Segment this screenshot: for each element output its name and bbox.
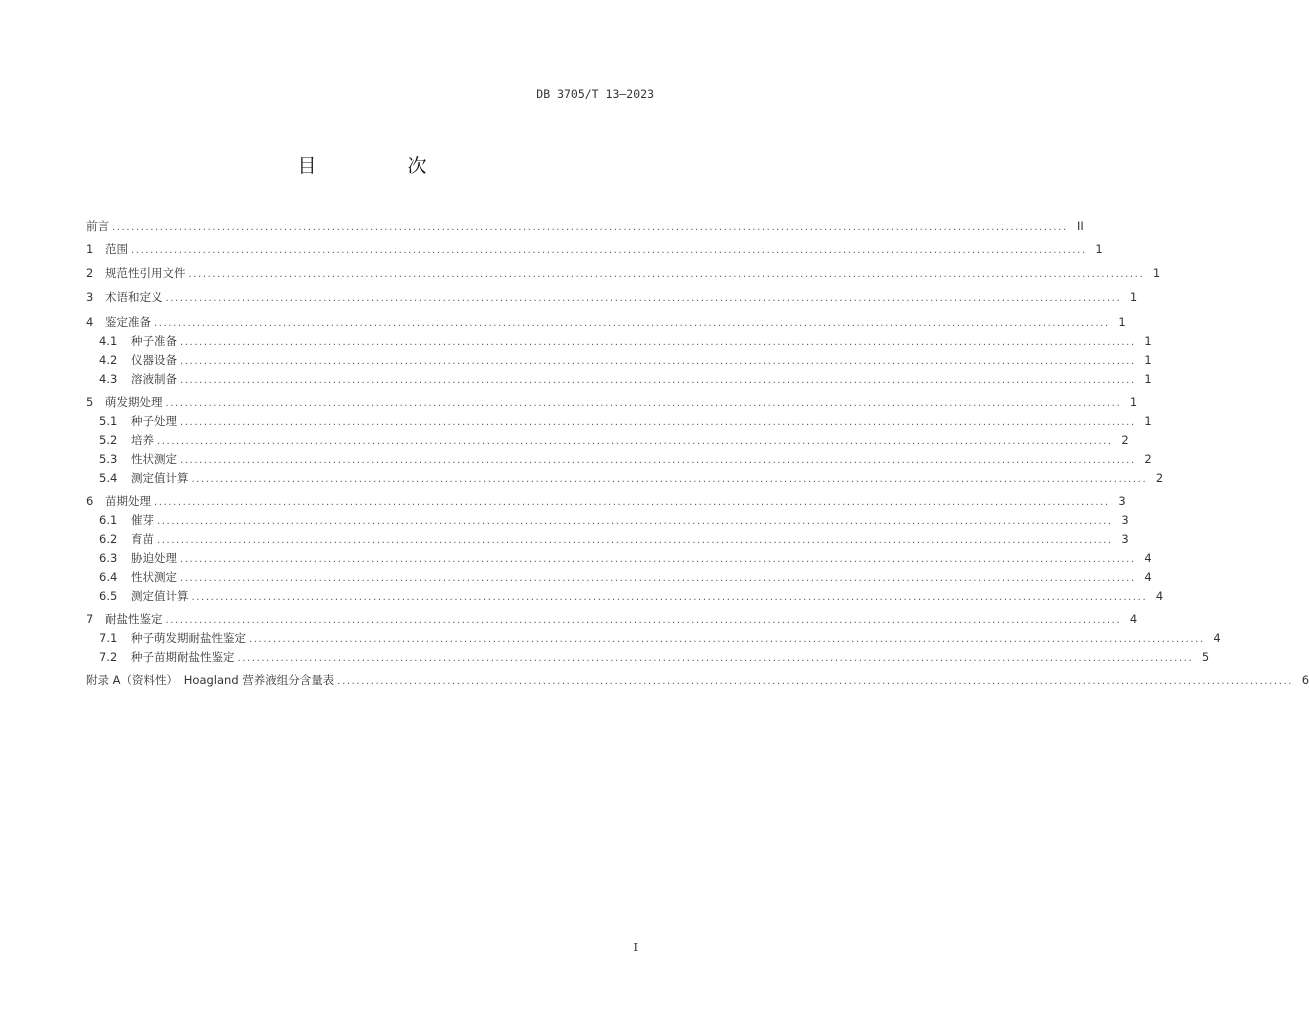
- toc-entry[interactable]: [99, 630, 1221, 646]
- toc-entry-page: 2: [1155, 471, 1164, 485]
- toc-entry-page: 1: [1129, 290, 1138, 304]
- toc-entry-label: 鉴定准备: [105, 315, 151, 329]
- toc-entry[interactable]: [99, 432, 1129, 448]
- toc-entry-label: 催芽: [131, 513, 154, 527]
- toc-entry[interactable]: [86, 493, 1126, 509]
- toc-entry[interactable]: [86, 314, 1126, 330]
- toc-entry-label: 种子准备: [131, 334, 177, 348]
- dot-leader: ........................................................................................................................................................................................................: [157, 516, 1113, 527]
- toc-entry[interactable]: [86, 672, 1309, 688]
- toc-entry-label: 附录 A（资料性） Hoagland 营养液组分含量表: [86, 673, 335, 687]
- toc-entry-number: 5.2: [99, 433, 118, 447]
- dot-leader: ........................................................................................................................................................................................................: [180, 573, 1136, 584]
- toc-entry-page: II: [1076, 219, 1084, 233]
- toc-entry-page: 2: [1144, 452, 1152, 466]
- dot-leader: ........................................................................................................................................................................................................: [180, 375, 1136, 386]
- toc-entry-label: 种子萌发期耐盐性鉴定: [131, 631, 246, 645]
- toc-entry-page: 1: [1144, 372, 1152, 386]
- toc-entry-page: 1: [1144, 334, 1152, 348]
- toc-entry-page: 3: [1118, 494, 1126, 508]
- toc-entry-page: 2: [1121, 433, 1129, 447]
- dot-leader: ........................................................................................................................................................................................................: [165, 615, 1122, 626]
- page-number: I: [633, 940, 638, 954]
- toc-entry-number: 6: [86, 494, 94, 508]
- toc-entry-number: 5: [86, 395, 94, 409]
- toc-entry-number: 7.2: [99, 650, 118, 664]
- toc-entry-label: 种子苗期耐盐性鉴定: [131, 650, 235, 664]
- toc-entry-number: 4.1: [99, 334, 118, 348]
- toc-entry[interactable]: [99, 512, 1129, 528]
- toc-entry-number: 6.2: [99, 532, 118, 546]
- toc-entry[interactable]: [99, 413, 1152, 429]
- toc-entry-page: 4: [1144, 570, 1152, 584]
- toc-entry-number: 7.1: [99, 631, 118, 645]
- dot-leader: ........................................................................................................................................................................................................: [154, 318, 1110, 329]
- toc-entry[interactable]: [99, 352, 1152, 368]
- toc-entry-page: 1: [1129, 395, 1138, 409]
- toc-entry-label: 测定值计算: [131, 471, 189, 485]
- toc-entry-page: 1: [1144, 353, 1152, 367]
- dot-leader: ........................................................................................................................................................................................................: [165, 398, 1122, 409]
- toc-entry-number: 4.3: [99, 372, 118, 386]
- dot-leader: ........................................................................................................................................................................................................: [157, 535, 1113, 546]
- dot-leader: ........................................................................................................................................................................................................: [180, 337, 1136, 348]
- toc-entry-number: 6.1: [99, 513, 118, 527]
- toc-entry-page: 1: [1152, 266, 1161, 280]
- toc-entry-page: 1: [1118, 315, 1126, 329]
- toc-entry-label: 耐盐性鉴定: [105, 612, 163, 626]
- dot-leader: ........................................................................................................................................................................................................: [165, 293, 1122, 304]
- toc-entry-page: 1: [1144, 414, 1152, 428]
- toc-entry-label: 萌发期处理: [105, 395, 163, 409]
- toc-entry[interactable]: [99, 649, 1210, 665]
- dot-leader: ........................................................................................................................................................................................................: [249, 634, 1205, 645]
- dot-leader: ........................................................................................................................................................................................................: [180, 455, 1136, 466]
- toc-entry[interactable]: [86, 241, 1103, 257]
- toc-entry[interactable]: [99, 550, 1152, 566]
- toc-entry[interactable]: [99, 531, 1129, 547]
- toc-entry-label: 种子处理: [131, 414, 177, 428]
- toc-entry-label: 仪器设备: [131, 353, 177, 367]
- toc-entry-number: 5.3: [99, 452, 118, 466]
- dot-leader: ........................................................................................................................................................................................................: [154, 497, 1110, 508]
- dot-leader: ........................................................................................................................................................................................................: [188, 269, 1145, 280]
- toc-entry[interactable]: [99, 333, 1152, 349]
- document-code: DB 3705/T 13—2023: [536, 87, 654, 101]
- page-title: 目 次: [297, 155, 463, 177]
- toc-entry[interactable]: [99, 569, 1152, 585]
- toc-entry[interactable]: [99, 371, 1152, 387]
- toc-entry-number: 2: [86, 266, 94, 280]
- toc-entry-number: 3: [86, 290, 94, 304]
- toc-entry[interactable]: [86, 394, 1138, 410]
- toc-entry-number: 4.2: [99, 353, 118, 367]
- toc-entry-number: 5.1: [99, 414, 118, 428]
- dot-leader: ........................................................................................................................................................................................................: [157, 436, 1113, 447]
- dot-leader: ........................................................................................................................................................................................................: [180, 554, 1136, 565]
- toc-entry-number: 4: [86, 315, 94, 329]
- toc-entry-number: 1: [86, 242, 94, 256]
- toc-entry-page: 3: [1121, 513, 1129, 527]
- toc-entry[interactable]: [86, 289, 1138, 305]
- toc-entry-label: 测定值计算: [131, 589, 189, 603]
- toc-entry-number: 7: [86, 612, 94, 626]
- toc-entry-number: 6.3: [99, 551, 118, 565]
- toc-entry-page: 1: [1095, 242, 1103, 256]
- dot-leader: ........................................................................................................................................................................................................: [131, 245, 1087, 256]
- toc-entry-page: 4: [1213, 631, 1221, 645]
- dot-leader: ........................................................................................................................................................................................................: [337, 676, 1294, 687]
- toc-entry-page: 3: [1121, 532, 1129, 546]
- toc-entry-number: 6.4: [99, 570, 118, 584]
- toc-entry-label: 苗期处理: [105, 494, 151, 508]
- toc-entry-label: 前言: [86, 219, 109, 233]
- toc-entry-label: 术语和定义: [105, 290, 163, 304]
- toc-entry-page: 4: [1129, 612, 1138, 626]
- dot-leader: ........................................................................................................................................................................................................: [180, 417, 1136, 428]
- toc-entry-number: 6.5: [99, 589, 118, 603]
- toc-entry-page: 6: [1301, 673, 1309, 687]
- toc-entry-label: 规范性引用文件: [105, 266, 186, 280]
- dot-leader: ........................................................................................................................................................................................................: [191, 592, 1148, 603]
- dot-leader: ........................................................................................................................................................................................................: [191, 474, 1148, 485]
- toc-entry-label: 胁迫处理: [131, 551, 177, 565]
- toc-entry[interactable]: [99, 588, 1164, 604]
- toc-entry-page: 4: [1155, 589, 1164, 603]
- toc-entry[interactable]: [86, 265, 1161, 281]
- dot-leader: ........................................................................................................................................................................................................: [237, 653, 1194, 664]
- toc-entry[interactable]: [86, 611, 1138, 627]
- dot-leader: ........................................................................................................................................................................................................: [112, 222, 1068, 233]
- toc-entry[interactable]: [86, 218, 1084, 234]
- toc-entry-page: 4: [1144, 551, 1152, 565]
- toc-entry-label: 范围: [105, 242, 128, 256]
- toc-entry[interactable]: [99, 470, 1164, 486]
- toc-entry-label: 培养: [131, 433, 154, 447]
- toc-entry-number: 5.4: [99, 471, 118, 485]
- toc-entry[interactable]: [99, 451, 1152, 467]
- toc-entry-label: 育苗: [131, 532, 154, 546]
- dot-leader: ........................................................................................................................................................................................................: [180, 356, 1136, 367]
- toc-entry-label: 性状测定: [131, 570, 177, 584]
- toc-entry-label: 溶液制备: [131, 372, 177, 386]
- toc-entry-page: 5: [1201, 650, 1210, 664]
- toc-entry-label: 性状测定: [131, 452, 177, 466]
